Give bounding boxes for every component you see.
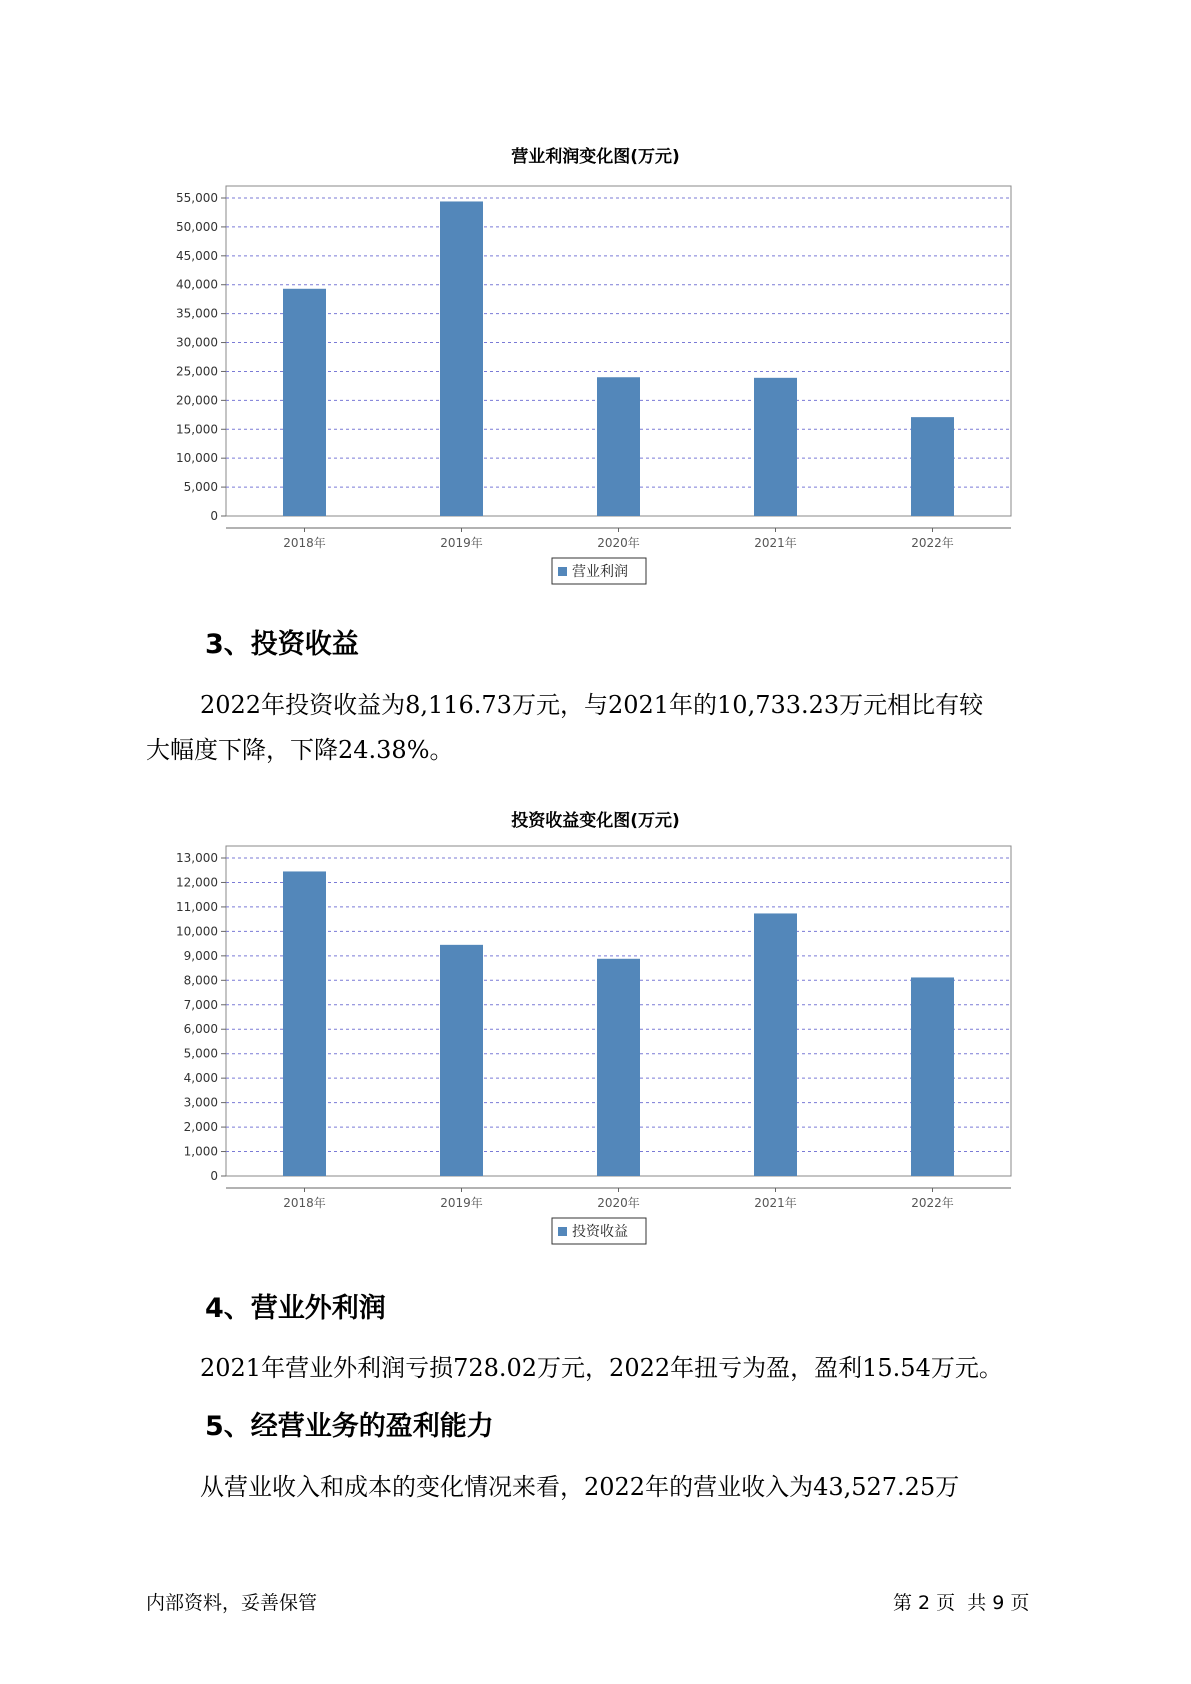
x-tick-label: 2018年 — [283, 1196, 326, 1210]
y-tick-label: 8,000 — [183, 973, 218, 988]
y-tick-label: 45,000 — [176, 248, 218, 263]
footer-page-number: 第 2 页 共 9 页 — [893, 1592, 1030, 1614]
y-tick-label: 0 — [210, 1169, 218, 1183]
y-tick-label: 35,000 — [176, 306, 218, 321]
x-tick-label: 2022年 — [911, 536, 954, 550]
x-tick-label: 2021年 — [754, 536, 797, 550]
x-tick-label: 2018年 — [283, 536, 326, 550]
y-tick-label: 2,000 — [183, 1120, 218, 1135]
operating-profit-chart — [0, 180, 1191, 650]
y-tick-label: 7,000 — [183, 997, 218, 1012]
section-4-heading: 4、营业外利润 — [205, 1293, 386, 1324]
y-tick-label: 4,000 — [183, 1071, 218, 1086]
footer-confidential-note: 内部资料，妥善保管 — [146, 1592, 318, 1614]
y-tick-label: 5,000 — [183, 480, 218, 495]
y-tick-label: 30,000 — [176, 335, 218, 350]
y-tick-label: 3,000 — [183, 1095, 218, 1110]
x-tick-label: 2019年 — [440, 536, 483, 550]
y-tick-label: 15,000 — [176, 422, 218, 437]
x-tick-label: 2022年 — [911, 1196, 954, 1210]
x-tick-label: 2020年 — [597, 536, 640, 550]
y-tick-label: 9,000 — [183, 948, 218, 963]
y-tick-label: 25,000 — [176, 364, 218, 379]
bar-2021年 — [754, 913, 797, 1176]
legend-swatch — [558, 567, 567, 576]
y-tick-label: 11,000 — [176, 899, 218, 914]
section-5-para-line-1: 从营业收入和成本的变化情况来看，2022年的营业收入为43,527.25万 — [200, 1473, 960, 1501]
y-tick-label: 12,000 — [176, 875, 218, 890]
y-tick-label: 55,000 — [176, 191, 218, 205]
bar-2022年 — [911, 977, 954, 1176]
section-4-para-line-1: 2021年营业外利润亏损728.02万元，2022年扭亏为盈，盈利15.54万元。 — [200, 1354, 1003, 1382]
section-3-para-line-1: 2022年投资收益为8,116.73万元，与2021年的10,733.23万元相比有较 — [200, 691, 984, 719]
x-tick-label: 2021年 — [754, 1196, 797, 1210]
bar-2021年 — [754, 378, 797, 516]
y-tick-label: 13,000 — [176, 851, 218, 865]
bar-2019年 — [440, 945, 483, 1176]
x-tick-label: 2019年 — [440, 1196, 483, 1210]
y-tick-label: 50,000 — [176, 219, 218, 234]
legend-label: 营业利润 — [572, 564, 628, 580]
legend-swatch — [558, 1227, 567, 1236]
section-5-heading: 5、经营业务的盈利能力 — [205, 1411, 494, 1442]
section-3-para-line-2: 大幅度下降，下降24.38%。 — [146, 736, 454, 764]
chart-title-operating-profit: 营业利润变化图(万元) — [511, 147, 680, 167]
investment-income-chart — [0, 840, 1191, 1310]
bar-2020年 — [597, 377, 640, 516]
bar-2018年 — [283, 289, 326, 516]
y-tick-label: 5,000 — [183, 1046, 218, 1061]
y-tick-label: 10,000 — [176, 924, 218, 939]
bar-2018年 — [283, 871, 326, 1176]
legend-label: 投资收益 — [572, 1224, 628, 1240]
bar-2020年 — [597, 959, 640, 1176]
y-tick-label: 1,000 — [183, 1144, 218, 1159]
chart-title-investment-income: 投资收益变化图(万元) — [511, 811, 680, 831]
y-tick-label: 6,000 — [183, 1022, 218, 1037]
bar-2022年 — [911, 417, 954, 516]
bar-2019年 — [440, 201, 483, 516]
y-tick-label: 10,000 — [176, 451, 218, 466]
y-tick-label: 20,000 — [176, 393, 218, 408]
y-tick-label: 0 — [210, 509, 218, 523]
section-3-heading: 3、投资收益 — [205, 629, 359, 660]
x-tick-label: 2020年 — [597, 1196, 640, 1210]
y-tick-label: 40,000 — [176, 277, 218, 292]
